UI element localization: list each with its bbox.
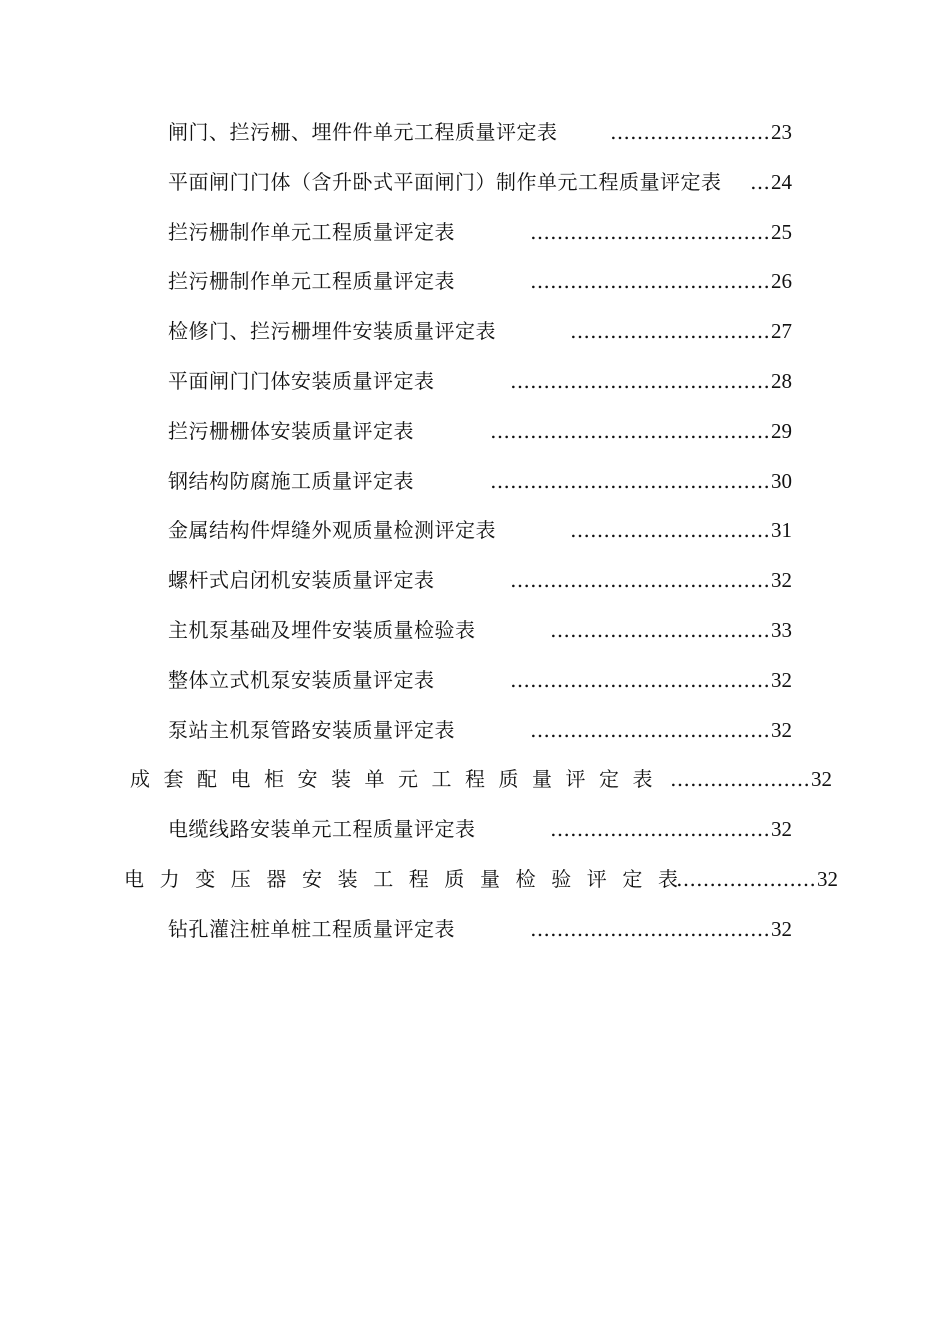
- toc-entry-title: 整体立式机泵安装质量评定表: [168, 667, 435, 692]
- toc-entry[interactable]: [0, 556, 950, 606]
- toc-entry-title: 电缆线路安装单元工程质量评定表: [168, 817, 476, 842]
- toc-entry[interactable]: [0, 407, 950, 457]
- toc-page-number: 26: [771, 269, 792, 294]
- toc-entry-title: 主机泵基础及埋件安装质量检验表: [168, 617, 476, 642]
- toc-page-number: 27: [771, 319, 792, 344]
- toc-entry[interactable]: [0, 606, 950, 656]
- toc-page-number: 32: [771, 817, 792, 842]
- toc-entry-title: 拦污栅制作单元工程质量评定表: [168, 219, 455, 244]
- toc-entry[interactable]: [0, 805, 950, 855]
- toc-page-number: 32: [811, 767, 832, 792]
- toc-leader-dots: ………………………………: [530, 219, 770, 244]
- toc-entry-title: 成套配电柜安装单元工程质量评定表: [130, 767, 666, 792]
- toc-entry-title: 电力变压器安装工程质量检验评定表: [124, 866, 694, 891]
- toc-leader-dots: ……………………………: [550, 617, 770, 642]
- toc-leader-dots: …………………: [676, 866, 816, 891]
- toc-leader-dots: ………………………………: [530, 916, 770, 941]
- toc-entry-title: 钢结构防腐施工质量评定表: [168, 468, 414, 493]
- toc-page-number: 31: [771, 518, 792, 543]
- toc-leader-dots: …………………………………: [510, 368, 770, 393]
- toc-entry[interactable]: [0, 208, 950, 258]
- toc-leader-dots: …………………………: [570, 319, 770, 344]
- toc-entry-title: 闸门、拦污栅、埋件件单元工程质量评定表: [168, 120, 558, 144]
- toc-entry[interactable]: [0, 257, 950, 307]
- toc-entry-title: 平面闸门门体（含升卧式平面闸门）制作单元工程质量评定表: [168, 169, 722, 194]
- toc-entry-title: 拦污栅制作单元工程质量评定表: [168, 269, 455, 294]
- toc-entry[interactable]: [0, 656, 950, 706]
- toc-leader-dots: …………………………: [570, 518, 770, 543]
- toc-entry[interactable]: [0, 755, 950, 805]
- toc-leader-dots: …………………………………: [510, 667, 770, 692]
- toc-page-number: 30: [771, 468, 792, 493]
- toc-leader-dots: …………………………………: [510, 568, 770, 593]
- toc-leader-dots: ………………………………: [530, 269, 770, 294]
- toc-page-number: 32: [817, 866, 838, 891]
- toc-entry[interactable]: [0, 706, 950, 756]
- toc-page-number: 28: [771, 368, 792, 393]
- toc-entry[interactable]: [0, 108, 950, 158]
- toc-leader-dots: ……………………………………: [490, 418, 770, 443]
- toc-entry[interactable]: [0, 307, 950, 357]
- toc-page-number: 29: [771, 418, 792, 443]
- toc-entry[interactable]: [0, 357, 950, 407]
- toc-page-number: 24: [771, 169, 792, 194]
- toc-leader-dots: ……………………………: [550, 817, 770, 842]
- toc-page-number: 33: [771, 617, 792, 642]
- toc-entry[interactable]: [0, 506, 950, 556]
- toc-entry[interactable]: [0, 158, 950, 208]
- toc-entry-title: 平面闸门门体安装质量评定表: [168, 368, 435, 393]
- toc-page-number: 23: [771, 120, 792, 144]
- table-of-contents: [0, 108, 950, 955]
- toc-entry[interactable]: [0, 905, 950, 955]
- toc-page-number: 32: [771, 568, 792, 593]
- toc-leader-dots: ……………………: [610, 120, 770, 144]
- toc-page-number: 32: [771, 667, 792, 692]
- toc-entry-title: 螺杆式启闭机安装质量评定表: [168, 568, 435, 593]
- toc-entry-title: 检修门、拦污栅埋件安装质量评定表: [168, 319, 496, 344]
- toc-entry-title: 泵站主机泵管路安装质量评定表: [168, 717, 455, 742]
- toc-entry[interactable]: [0, 855, 950, 905]
- toc-page-number: 32: [771, 717, 792, 742]
- toc-entry-title: 钻孔灌注桩单桩工程质量评定表: [168, 916, 455, 941]
- toc-leader-dots: ……………………………………: [490, 468, 770, 493]
- toc-entry-title: 拦污栅栅体安装质量评定表: [168, 418, 414, 443]
- toc-leader-dots: …: [750, 169, 770, 194]
- toc-page-number: 32: [771, 916, 792, 941]
- toc-leader-dots: ………………………………: [530, 717, 770, 742]
- toc-leader-dots: …………………: [670, 767, 810, 792]
- toc-page-number: 25: [771, 219, 792, 244]
- toc-entry[interactable]: [0, 457, 950, 507]
- toc-entry-title: 金属结构件焊缝外观质量检测评定表: [168, 518, 496, 543]
